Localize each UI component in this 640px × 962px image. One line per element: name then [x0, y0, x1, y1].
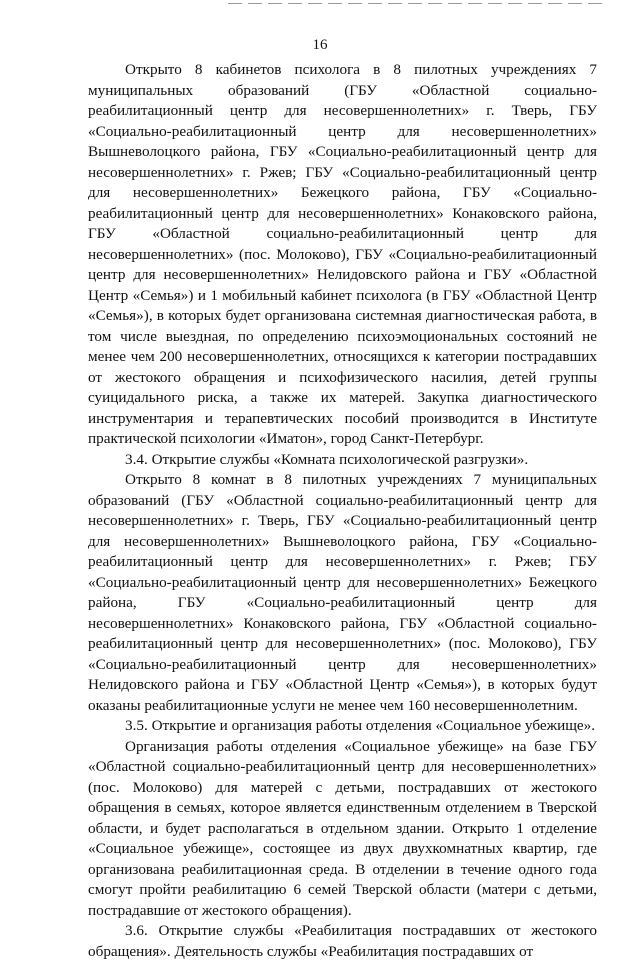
- paragraph-3-6-rehabilitation: 3.6. Открытие службы «Реабилитация пострадавших от жестокого обращения». Деятельность службы «Реабилитация пострадавших от: [88, 922, 597, 960]
- paragraph-3-5-heading: 3.5. Открытие и организация работы отделения «Социальное убежище».: [125, 717, 596, 734]
- paragraph-psychologist-offices: Открыто 8 кабинетов психолога в 8 пилотных учреждениях 7 муниципальных образований (ГБУ «Областной социально-реабилитационный центр для несовершеннолетних» г. Тверь, ГБУ «Социально-реабилитационный центр для несовершеннолетних» Вышневолоцкого района, ГБУ «Социально-реабилитационный центр для несовершеннолетних» г. Ржев; ГБУ «Социально-реабилитационный центр для несовершеннолетних» Бежецкого района, ГБУ «Социально-реабилитационный центр для несовершеннолетних» Конаковского района, ГБУ «Областной социально-реабилитационный центр для несовершеннолетних» (пос. Молоково), ГБУ «Социально-реабилитационный центр для несовершеннолетних» Нелидовского района и ГБУ «Областной Центр «Семья») и 1 мобильный кабинет психолога (в ГБУ «Областной Центр «Семья»), в которых будет организована системная диагностическая работа, в том числе выездная, по определению психоэмоциональных состояний не менее чем 200 несовершеннолетних, относящихся к категории пострадавших от жестокого обращения и психофизического насилия, детей группы суицидального риска, а также их матерей. Закупка диагностического инструментария и терапевтических пособий производится в Институте практической психологии «Иматон», город Санкт-Петербург.: [88, 61, 597, 447]
- document-body: [88, 60, 597, 962]
- paragraph-social-shelter: Организация работы отделения «Социальное убежище» на базе ГБУ «Областной социально-реабилитационный центр для несовершеннолетних» (пос. Молоково) для матерей с детьми, пострадавших от жестокого обращения в семьях, которое является единственным отделением в Тверской области, и будет располагаться в отдельном здании. Открыто 1 отделение «Социальное убежище», состоящее из двух двухкомнатных квартир, где организована реабилитационная среда. В отделении в течение одного года смогут пройти реабилитацию 6 семей Тверской области (матери с детьми, пострадавшие от жестокого обращения).: [88, 737, 597, 919]
- scan-edge-line: [228, 3, 608, 4]
- paragraph-3-4-heading: 3.4. Открытие службы «Комната психологической разгрузки».: [125, 450, 529, 468]
- paragraph-relief-rooms: Открыто 8 комнат в 8 пилотных учреждениях 7 муниципальных образований (ГБУ «Областной социально-реабилитационный центр для несовершеннолетних» г. Тверь, ГБУ «Социально-реабилитационный центр для несовершеннолетних» Вышневолоцкого района, ГБУ «Социально-реабилитационный центр для несовершеннолетних» г. Ржев; ГБУ «Социально-реабилитационный центр для несовершеннолетних» Бежецкого района, ГБУ «Социально-реабилитационный центр для несовершеннолетних» Конаковского района, ГБУ «Областной социально-реабилитационный центр для несовершеннолетних» (пос. Молоково), ГБУ «Социально-реабилитационный центр для несовершеннолетних» Нелидовского района и ГБУ «Областной Центр «Семья»), в которых будут оказаны реабилитационные услуги не менее чем 160 несовершеннолетним.: [88, 471, 597, 714]
- page-number: 16: [312, 37, 328, 53]
